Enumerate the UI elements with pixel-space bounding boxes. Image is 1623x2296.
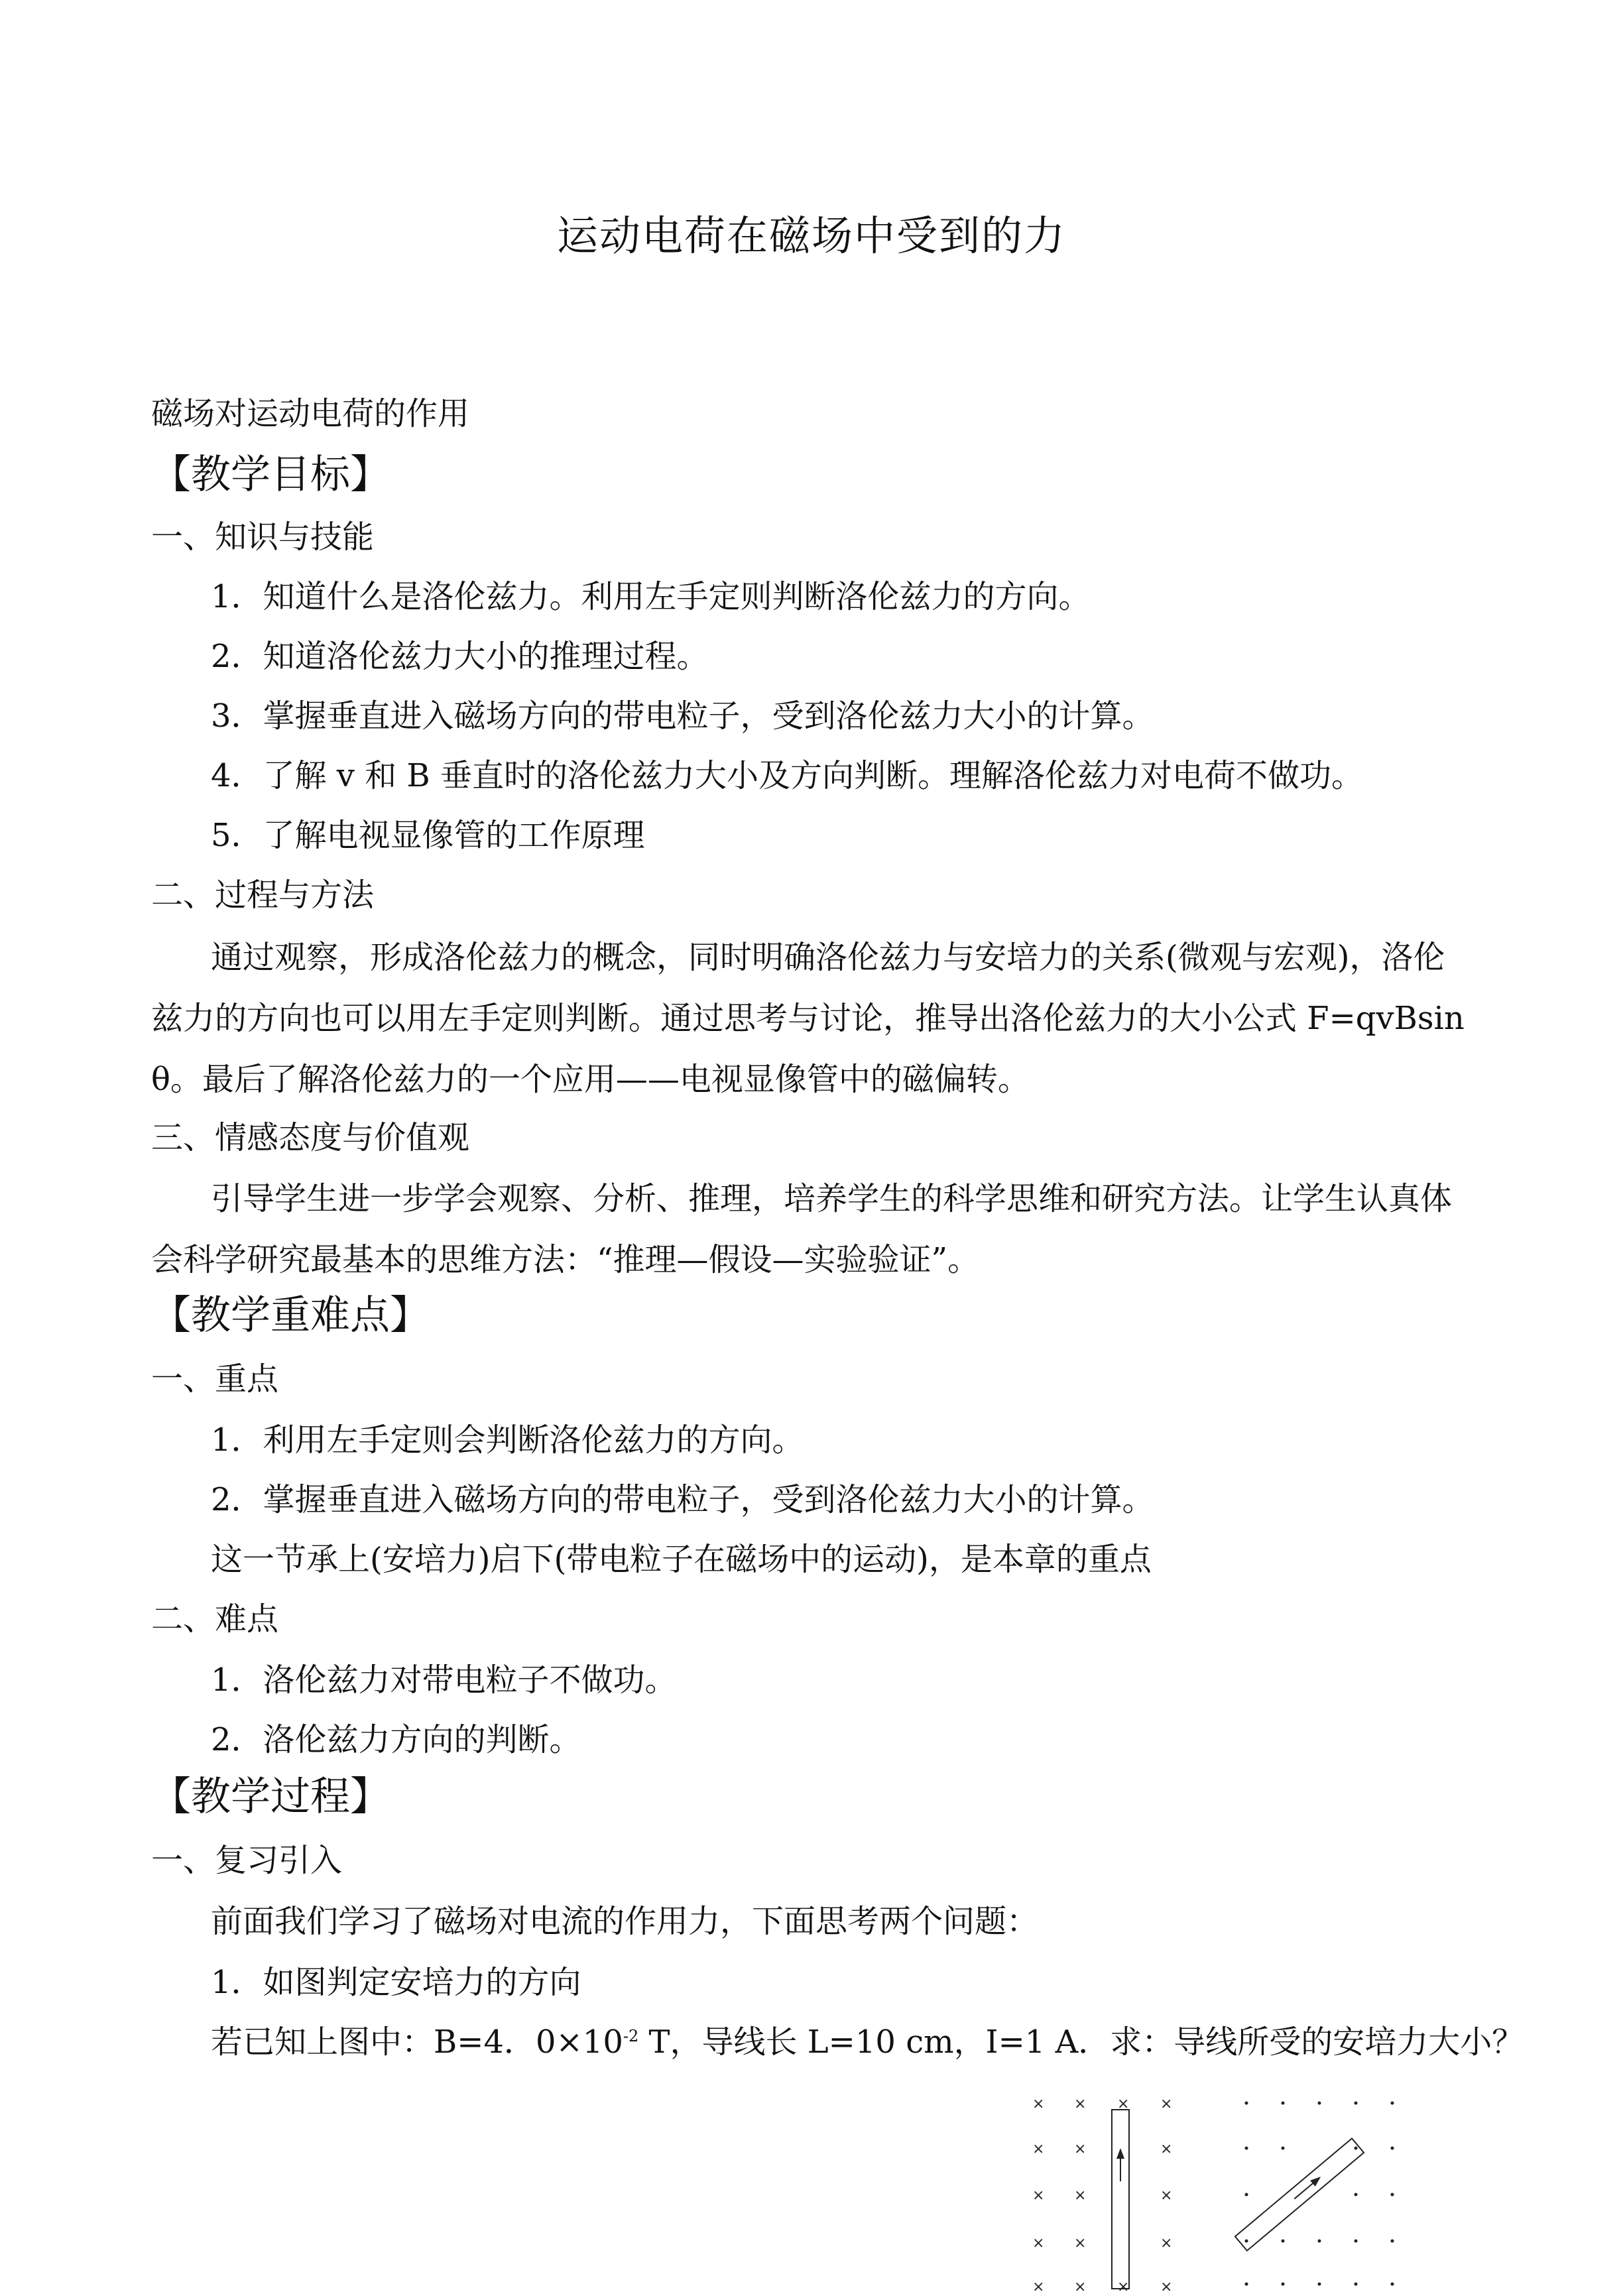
field-into-page-diagram [1032,2096,1172,2295]
subheading-emotion: 三、情感态度与价值观 [151,1119,470,1156]
dot-marks [1245,2102,1394,2286]
paragraph-line: 兹力的方向也可以用左手定则判断。通过思考与讨论，推导出洛伦兹力的大小公式 F=qvBsin [151,1000,1465,1037]
subtitle: 磁场对运动电荷的作用 [151,395,470,432]
subheading-focus: 一、重点 [151,1360,279,1398]
list-item: 2．知道洛伦兹力大小的推理过程。 [211,638,709,675]
svg-text:×: × [1074,2187,1087,2204]
paragraph-line: 通过观察，形成洛伦兹力的概念，同时明确洛伦兹力与安培力的关系(微观与宏观)，洛伦 [211,939,1445,976]
svg-text:×: × [1160,2279,1173,2295]
svg-text:×: × [1032,2187,1045,2204]
list-item: 2．洛伦兹力方向的判断。 [211,1721,581,1758]
list-item: 3．掌握垂直进入磁场方向的带电粒子，受到洛伦兹力大小的计算。 [211,697,1154,735]
svg-text:×: × [1074,2141,1087,2157]
slanted-wire [1235,2138,1364,2250]
ampere-force-figure [1008,2082,1432,2296]
section-heading-procedure: 【教学过程】 [151,1774,390,1820]
list-item: 1．如图判定安培力的方向 [211,1964,581,2001]
svg-text:×: × [1074,2235,1087,2252]
svg-text:×: × [1117,2096,1130,2112]
list-item: 1．洛伦兹力对带电粒子不做功。 [211,1662,677,1699]
list-item: 5．了解电视显像管的工作原理 [211,817,645,854]
subheading-knowledge: 一、知识与技能 [151,518,375,556]
svg-text:×: × [1160,2141,1173,2157]
svg-text:×: × [1074,2096,1087,2112]
list-item: 2．掌握垂直进入磁场方向的带电粒子，受到洛伦兹力大小的计算。 [211,1481,1154,1518]
question-exponent: -2 [623,2027,639,2045]
section-heading-objectives: 【教学目标】 [151,452,390,498]
current-arrow-head [1116,2148,1124,2159]
paragraph-line: 这一节承上(安培力)启下(带电粒子在磁场中的运动)，是本章的重点 [211,1541,1152,1578]
paragraph-line: 会科学研究最基本的思维方法：“推理—假设—实验验证”。 [151,1241,980,1278]
svg-text:×: × [1160,2096,1173,2112]
list-item: 4．了解 v 和 B 垂直时的洛伦兹力大小及方向判断。理解洛伦兹力对电荷不做功。 [211,757,1363,794]
field-out-of-page-diagram [1235,2102,1394,2286]
subheading-difficulty: 二、难点 [151,1601,279,1638]
list-item: 1．利用左手定则会判断洛伦兹力的方向。 [211,1421,804,1459]
list-item: 1．知道什么是洛伦兹力。利用左手定则判断洛伦兹力的方向。 [211,578,1091,615]
page-title: 运动电荷在磁场中受到的力 [556,211,1066,260]
vertical-wire [1112,2110,1129,2289]
svg-text:×: × [1032,2141,1045,2157]
section-heading-keypoints: 【教学重难点】 [151,1292,430,1339]
subheading-process: 二、过程与方法 [151,876,375,914]
svg-text:×: × [1032,2279,1045,2295]
svg-text:×: × [1160,2235,1173,2252]
svg-text:×: × [1160,2187,1173,2204]
paragraph-line: θ。最后了解洛伦兹力的一个应用——电视显像管中的磁偏转。 [151,1061,1030,1098]
paragraph-line: 引导学生进一步学会观察、分析、推理，培养学生的科学思维和研究方法。让学生认真体 [211,1180,1453,1217]
cross-marks [1032,2096,1172,2295]
question-text-post: T，导线长 L=10 cm，I=1 A．求：导线所受的安培力大小？ [638,2024,1524,2061]
svg-text:×: × [1074,2279,1087,2295]
svg-text:×: × [1032,2235,1045,2252]
svg-text:×: × [1117,2279,1130,2295]
question-line [211,2024,1524,2061]
svg-text:×: × [1032,2096,1045,2112]
subheading-review: 一、复习引入 [151,1842,343,1879]
paragraph-line: 前面我们学习了磁场对电流的作用力，下面思考两个问题： [211,1903,1039,1940]
question-text-pre: 若已知上图中：B=4．0×10 [211,2024,623,2061]
